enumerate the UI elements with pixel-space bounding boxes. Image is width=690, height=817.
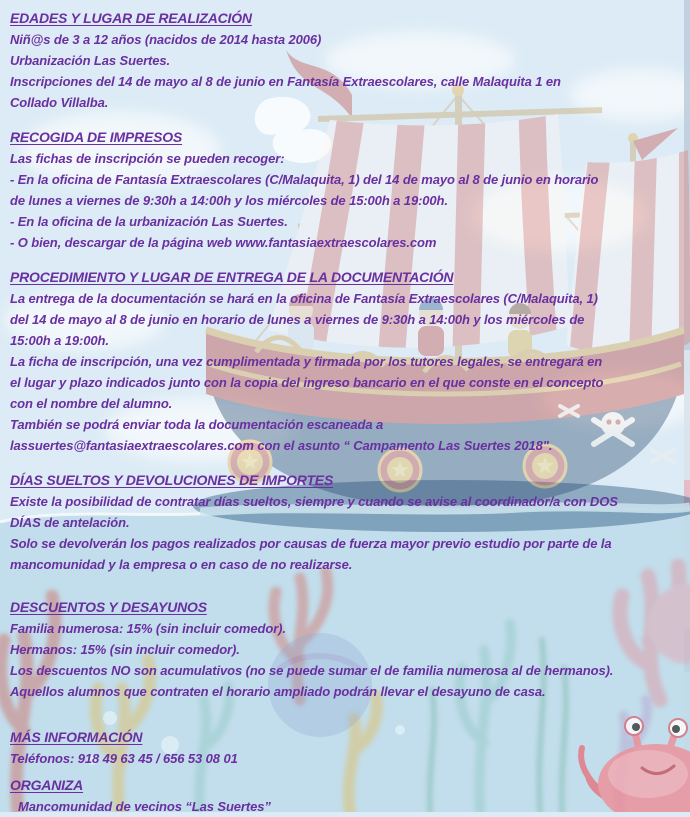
text-line: el lugar y plazo indicados junto con la copia del ingreso bancario en el que conste en el concepto [10,375,604,390]
text-line: Urbanización Las Suertes. [10,53,171,68]
organizer-name: Mancomunidad de vecinos “Las Suertes” [18,799,271,814]
section-mas-informacion [10,727,690,769]
text-line: La entrega de la documentación se hará en la oficina de Fantasía Extraescolares (C/Malaquita, 1) [10,291,598,306]
section-procedimiento [10,267,690,456]
text-line: Existe la posibilidad de contratar días sueltos, siempre y cuando se avise al coordinador/a con DOS [10,494,618,509]
text-line: Las fichas de inscripción se pueden recoger: [10,151,285,166]
text-line: - En la oficina de la urbanización Las Suertes. [10,214,288,229]
section-organiza [10,775,690,817]
section-title-descuentos: DESCUENTOS Y DESAYUNOS [10,599,207,615]
text-line: de lunes a viernes de 9:30h a 14:00h y los miércoles de 15:00h a 19:00h. [10,193,448,208]
text-line: Familia numerosa: 15% (sin incluir comedor). [10,621,286,636]
section-title-edades: EDADES Y LUGAR DE REALIZACIÓN [10,10,252,26]
email-line: lassuertes@fantasiaextraescolares.com con el asunto “ Campamento Las Suertes 2018". [10,438,553,453]
text-line: Aquellos alumnos que contraten el horario ampliado podrán llevar el desayuno de casa. [10,684,546,699]
section-recogida [10,127,690,253]
section-title-dias-sueltos: DÍAS SUELTOS Y DEVOLUCIONES DE IMPORTES [10,472,334,488]
phone-numbers: Teléfonos: 918 49 63 45 / 656 53 08 01 [10,751,238,766]
section-dias-sueltos [10,470,690,575]
text-line: Niñ@s de 3 a 12 años (nacidos de 2014 hasta 2006) [10,32,322,47]
text-line: Hermanos: 15% (sin incluir comedor). [10,642,240,657]
text-line: Solo se devolverán los pagos realizados por causas de fuerza mayor previo estudio por parte de la [10,536,612,551]
text-line: 15:00h a 19:00h. [10,333,109,348]
section-title-recogida: RECOGIDA DE IMPRESOS [10,129,183,145]
section-title-mas-informacion: MÁS INFORMACIÓN [10,729,143,745]
text-line: Los descuentos NO son acumulativos (no se puede sumar el de familia numerosa al de hermanos). [10,663,614,678]
text-line: del 14 de mayo al 8 de junio en horario de lunes a viernes de 9:30h a 14:00h y los miércoles de [10,312,585,327]
text-line: Collado Villalba. [10,95,109,110]
website-url: - O bien, descargar de la página web www.fantasiaextraescolares.com [10,235,437,250]
text-line: La ficha de inscripción, una vez cumplimentada y firmada por los tutores legales, se entregará en [10,354,603,369]
text-line: También se podrá enviar toda la documentación escaneada a [10,417,384,432]
text-line: con el nombre del alumno. [10,396,173,411]
text-line: mancomunidad y la empresa o en caso de no realizarse. [10,557,353,572]
text-line: DÍAS de antelación. [10,515,130,530]
section-descuentos [10,597,690,702]
section-title-procedimiento: PROCEDIMIENTO Y LUGAR DE ENTREGA DE LA DOCUMENTACIÓN [10,269,454,285]
text-line: - En la oficina de Fantasía Extraescolares (C/Malaquita, 1) del 14 de mayo al 8 de junio en horario [10,172,599,187]
section-edades [10,8,690,113]
section-title-organiza: ORGANIZA [10,777,84,793]
text-line: Inscripciones del 14 de mayo al 8 de junio en Fantasía Extraescolares, calle Malaquita 1 en [10,74,561,89]
